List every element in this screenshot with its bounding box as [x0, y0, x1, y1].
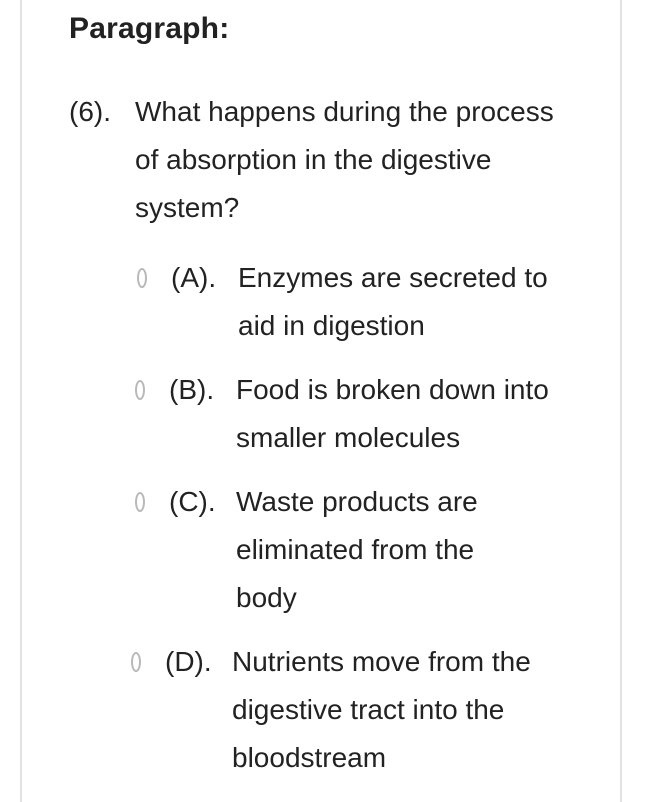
option-label: (A). — [171, 262, 217, 293]
radio-circle-icon[interactable] — [131, 652, 141, 672]
radio-circle-icon[interactable] — [137, 268, 147, 288]
radio-circle-icon[interactable] — [135, 492, 145, 512]
question-number: (6). — [69, 96, 111, 127]
option-b[interactable] — [135, 366, 565, 462]
option-label: (D). — [165, 646, 212, 677]
option-text: Nutrients move from the digestive tract into the bloodstream — [232, 646, 531, 773]
option-text: Food is broken down into smaller molecules — [236, 374, 549, 453]
section-title: Paragraph: — [69, 12, 230, 45]
option-label: (B). — [169, 374, 215, 405]
option-d[interactable] — [131, 638, 591, 782]
option-a[interactable] — [137, 254, 567, 350]
option-text: Waste products are eliminated from the body — [236, 486, 478, 613]
option-c[interactable] — [135, 478, 565, 622]
question-text: What happens during the process of absorption in the digestive system? — [135, 96, 554, 223]
option-label: (C). — [169, 486, 216, 517]
radio-circle-icon[interactable] — [135, 380, 145, 400]
option-text: Enzymes are secreted to aid in digestion — [238, 262, 548, 341]
